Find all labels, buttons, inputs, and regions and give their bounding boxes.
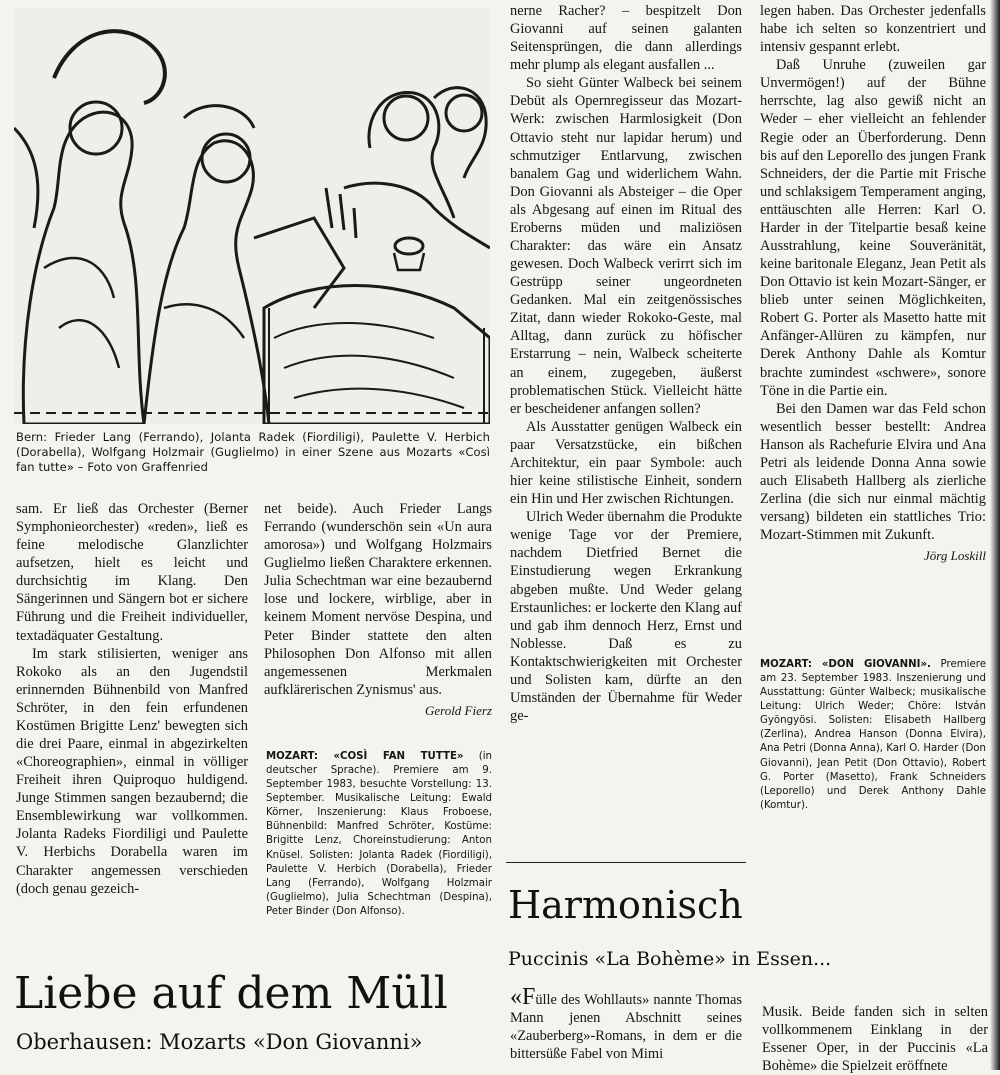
- paragraph: Daß Unruhe (zuweilen gar Unvermögen!) auf der Bühne herrschte, lag also gewiß nicht an Weder – eher vielleicht an fehlender Regie oder an Überforderung. Denn bis auf den Leporello des jungen Frank Schneiders, der die Partie mit Frische und schlaksigem Temperament anging, enttäuschten alle Herren: Karl O. Harder in der Titelpartie besaß keine Ausstrahlung, keine Souveränität, keine baritonale Eleganz, Jean Petit als Don Ottavio ist kein Mozart-Sänger, er blieb unter seinen Möglichkeiten, Robert G. Porter als Masetto hatte mit Anfänger-Allüren zu kämpfen, nur Derek Anthony Dahle als Komtur brachte zumindest «schwere», sonore Töne in die Partie ein.: [760, 57, 986, 399]
- paragraph: net beide). Auch Frieder Langs Ferrando (wunderschön sein «Un aura amorosa») und Wolfgang Holzmairs Guglielmo ließen Charaktere erkennen. Julia Schechtman war eine bezaubernd lose und lockere, wirblige, aber in keinem Moment nervöse Despina, und Peter Binder stattete den alten Philosophen Don Alfonso mit allen angemessenen Merkmalen aufklärerischen Zynismus' aus.: [264, 501, 492, 698]
- paragraph: So sieht Günter Walbeck bei seinem Debüt als Opernregisseur das Mozart-Werk: zwischen Harmlosigkeit (Don Ottavio steht nur lapidar herum) und schmutziger Entlarvung, zwischen banalem Gag und widerlichem Wahn. Don Giovanni als Absteiger – die Oper als Abgesang auf einen im Ritual des Eroberns müden und maliziösen Charakter: das wäre ein Ansatz gewesen. Doch Walbeck verirrt sich im Gestrüpp seiner ungeordneten Gedanken. Mal ein zeitgenössisches Zitat, dann wieder Rokoko-Geste, mal Alltag, dann zurück zu höfischer Erstarrung – nein, Walbeck scheiterte an einem, zugegeben, äußerst problematischen Stück. Vielleicht hätte er bescheidener anfangen sollen?: [510, 75, 742, 417]
- harmonisch-col4: [762, 1003, 988, 1075]
- photo-opera-scene-icon: [14, 8, 490, 424]
- paragraph: Musik. Beide fanden sich in selten vollkommenem Einklang in der Essener Oper, in der Puccinis «La Bohème» die Spielzeit eröffnete: [762, 1004, 988, 1075]
- factbox-text: Premiere am 23. September 1983. Inszenierung und Ausstattung: Günter Walbeck; musikalische Leitung: Ulrich Weder; Chöre: István Gyöngyösi. Solisten: Elisabeth Hallberg (Zerlina), Andrea Hanson (Donna Elvira), Ana Petri (Donna Anna), Karl O. Harder (Don Giovanni), Jean Petit (Don Ottavio), Robert G. Porter (Masetto), Frank Schneiders (Leporello) und Derek Anthony Dahle (Komtur).: [760, 659, 986, 811]
- paragraph: Ulrich Weder übernahm die Produkte wenige Tage vor der Premiere, nachdem Dietfried Bernet die Einstudierung wegen Erkrankung abgeben mußte. Und Weder gelang Erstaunliches: er lockerte den Klang auf und gab ihm dennoch Herz, Ernst und Noblesse. Daß es zu Kontaktschwierigkeiten mit Orchester und Solisten kam, dürfte an den Umständen der Übernahme für Weder ge-: [510, 509, 742, 725]
- subhead-oberhausen: Oberhausen: Mozarts «Don Giovanni»: [16, 1030, 423, 1054]
- paragraph: Im stark stilisierten, weniger ans Rokoko als an den Jugendstil erinnernden Bühnenbild von Manfred Schröter, in den fein erfundenen Kostümen Brigitte Lenz' bewegten sich die drei Paare, einmal in abgezirkelten «Choreographien», einmal in völliger Freiheit ihren Quiproquo huldigend. Junge Stimmen sangen bezaubernd; die Ensemblewirkung war vollkommen. Jolanta Radeks Fiordiligi und Paulette V. Herbichs Dorabella waren im Charakter angemessen verschieden (doch genau gezeich-: [16, 645, 248, 897]
- opera-photo: [14, 8, 490, 424]
- oberhausen-review-col4: [760, 2, 986, 565]
- oberhausen-factbox: [760, 658, 986, 813]
- harmonisch-col3: [510, 984, 742, 1063]
- factbox-title: MOZART: «COSÌ FAN TUTTE»: [266, 751, 464, 762]
- photo-caption: Bern: Frieder Lang (Ferrando), Jolanta Radek (Fiordiligi), Paulette V. Herbich (Dorabella), Wolfgang Holzmair (Guglielmo) in einer Szene aus Mozarts «Così fan tutte» – Foto von Graffenried: [16, 430, 490, 475]
- paragraph: legen haben. Das Orchester jedenfalls habe ich selten so konzentriert und intensiv gespannt erlebt.: [760, 3, 986, 56]
- paragraph: Als Ausstatter genügen Walbeck ein paar Versatzstücke, ein bißchen Architektur, ein paar Symbole: auch hier keine stilistische Einheit, sondern ein Hin und Her zwischen Richtungen.: [510, 418, 742, 508]
- headline-harmonisch: Harmonisch: [508, 883, 743, 927]
- bern-review-col2: [264, 500, 492, 719]
- paragraph: ülle des Wohllauts» nannte Thomas Mann jenen Abschnitt seines «Zauberberg»-Romans, in dem er die bittersüße Fabel von Mimi: [510, 992, 742, 1063]
- factbox-text: (in deutscher Sprache). Premiere am 9. September 1983, besuchte Vorstellung: 13. September. Musikalische Leitung: Ewald Körner, Inszenierung: Klaus Froboese, Bühnenbild: Manfred Schröter, Kostüme: Brigitte Lenz, Choreinstudierung: Anton Knüsel. Solisten: Jolanta Radek (Fiordiligi), Paulette V. Herbich (Dorabella), Frieder Lang (Ferrando), Wolfgang Holzmair (Guglielmo), Julia Schechtman (Despina), Peter Binder (Don Alfonso).: [266, 751, 492, 917]
- oberhausen-review-col3: [510, 2, 742, 725]
- factbox-title: MOZART: «DON GIOVANNI».: [760, 659, 931, 670]
- author-signature: Gerold Fierz: [424, 702, 492, 718]
- bern-factbox: [266, 750, 492, 919]
- bern-review-col1: [16, 500, 248, 898]
- scan-edge-shadow: [990, 0, 1000, 1070]
- paragraph: nerne Racher? – bespitzelt Don Giovanni auf seinen galanten Seitensprüngen, die dann allerdings mehr plump als elegant ausfallen ...: [510, 3, 742, 74]
- subhead-essen: Puccinis «La Bohème» in Essen...: [508, 948, 832, 970]
- divider-rule: [506, 862, 746, 863]
- drop-cap: «F: [510, 984, 536, 1010]
- author-signature: Jörg Loskill: [924, 548, 986, 564]
- paragraph: Bei den Damen war das Feld schon wesentlich besser bestellt: Andrea Hanson als Rachefurie Elvira und Ana Petri als leidende Donna Anna sowie auch Elisabeth Hallberg als zierliche Zerlina (die sich nur einmal mächtig versang) bildeten ein stattliches Trio: Mozart-Stimmen mit Zukunft.: [760, 400, 986, 544]
- paragraph: sam. Er ließ das Orchester (Berner Symphonieorchester) «reden», ließ es feine melodische Glanzlichter aufsetzen, hielt es leicht und durchsichtig im Klang. Den Sängerinnen und Sängern bot er sichere Führung und die Freiheit individueller, textadäquater Gestaltung.: [16, 501, 248, 644]
- headline-liebe-auf-dem-muell: Liebe auf dem Müll: [14, 968, 448, 1019]
